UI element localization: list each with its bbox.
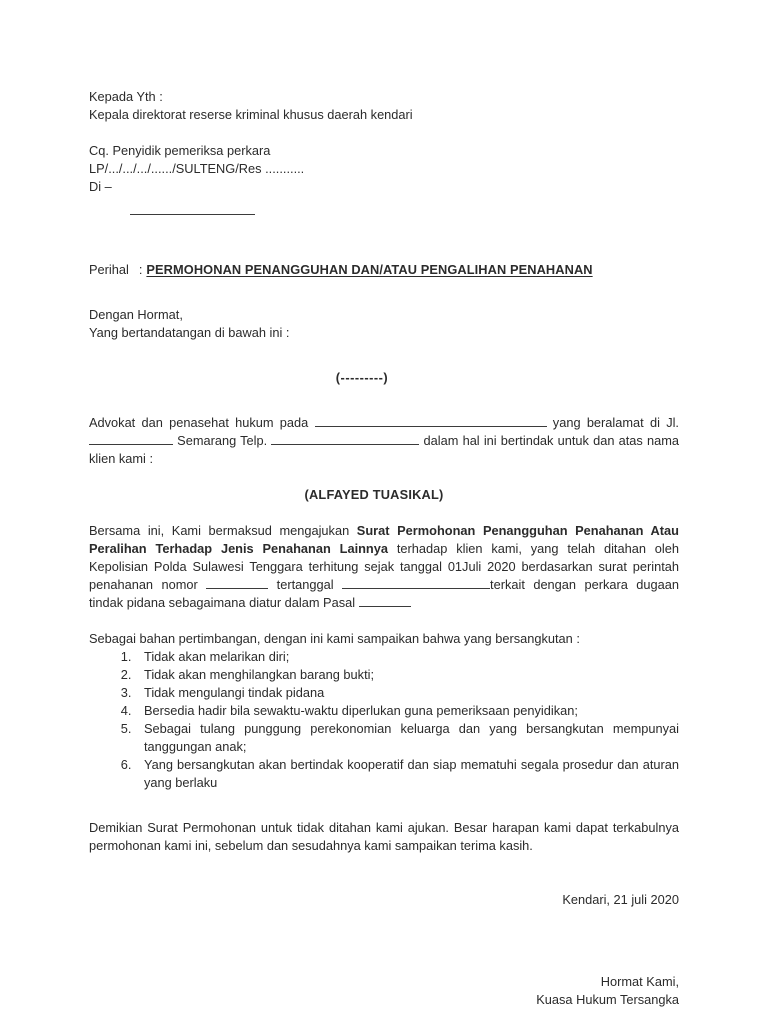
request-intro: Bersama ini, Kami bermaksud mengajukan: [89, 523, 357, 538]
list-item: 2. Tidak akan menghilangkan barang bukti;: [135, 666, 679, 684]
recipient-line: Kepala direktorat reserse kriminal khusus daerah kendari: [89, 107, 413, 122]
considerations-list: [89, 648, 679, 792]
firm-name-blank: [315, 426, 547, 427]
advocate-text-4: dalam hal ini bertindak untuk dan atas nama klien kami :: [89, 433, 679, 466]
attention-line: Cq. Penyidik pemeriksa perkara: [89, 143, 271, 158]
article-blank: [359, 606, 411, 607]
signer-role: Kuasa Hukum Tersangka: [536, 992, 679, 1007]
spacer: [89, 342, 679, 369]
signer-placeholder: (---------): [335, 370, 389, 385]
subject-row: [89, 261, 679, 279]
signature-block: [89, 973, 679, 1009]
request-after-number: tertanggal: [268, 577, 343, 592]
closing-paragraph: Demikian Surat Permohonan untuk tidak ditahan kami ajukan. Besar harapan kami dapat terkabulnya permohonan kami ini, sebelum dan sesudahnya kami sampaikan terima kasih.: [89, 820, 679, 853]
spacer: [89, 124, 679, 142]
list-item: 1. Tidak akan melarikan diri;: [135, 648, 679, 666]
spacer: [89, 792, 679, 819]
spacer: [89, 215, 679, 261]
spacer: [89, 279, 679, 306]
warrant-number-blank: [206, 588, 268, 589]
opening-block: [89, 306, 679, 342]
request-after-date: terkait dengan perkara dugaan tindak pidana sebagaimana diatur dalam Pasal: [89, 577, 680, 610]
request-bold-title: Surat Permohonan Penangguhan Penahanan Atau Peralihan Terhadap Jenis Penahanan Lainnya: [89, 523, 679, 556]
place-line: Di –: [89, 179, 112, 194]
salutation: Kepada Yth :: [89, 89, 163, 104]
spacer: [89, 955, 679, 973]
warrant-date-blank: [342, 588, 490, 589]
list-item: 3. Tidak mengulangi tindak pidana: [135, 684, 679, 702]
spacer: [89, 387, 679, 414]
document-body: [89, 88, 679, 1009]
subject-text: PERMOHONAN PENANGGUHAN DAN/ATAU PENGALIHAN PENAHANAN: [146, 262, 593, 277]
request-paragraph: [89, 522, 679, 612]
advocate-paragraph: [89, 414, 679, 468]
considerations-intro: Sebagai bahan pertimbangan, dengan ini kami sampaikan bahwa yang bersangkutan :: [89, 631, 580, 646]
list-item: 6. Yang bersangkutan akan bertindak kooperatif dan siap mematuhi segala prosedur dan aturan yang berlaku: [135, 756, 679, 792]
phone-blank: [271, 444, 419, 445]
report-number-line: LP/.../.../.../....../SULTENG/Res ...........: [89, 161, 305, 176]
advocate-text-2: yang beralamat di Jl.: [546, 415, 679, 430]
regards-line: Hormat Kami,: [600, 974, 679, 989]
street-blank: [89, 444, 173, 445]
spacer: [89, 855, 679, 891]
spacer: [89, 909, 679, 955]
client-name: (ALFAYED TUASIKAL): [304, 487, 444, 502]
list-item: 4. Bersedia hadir bila sewaktu-waktu diperlukan guna pemeriksaan penyidikan;: [135, 702, 679, 720]
spacer: [89, 612, 679, 630]
advocate-text-1: Advokat dan penasehat hukum pada: [89, 415, 315, 430]
addressee-block: [89, 88, 679, 215]
spacer: [89, 504, 679, 522]
spacer: [89, 196, 679, 214]
list-item: 5. Sebagai tulang punggung perekonomian keluarga dan yang bersangkutan mempunyai tanggungan anak;: [135, 720, 679, 756]
undersigned-line: Yang bertandatangan di bawah ini :: [89, 325, 290, 340]
subject-label: Perihal: [89, 262, 129, 277]
subject-colon: :: [138, 262, 143, 277]
advocate-text-3: Semarang Telp.: [173, 433, 272, 448]
spacer: [89, 468, 679, 486]
greeting: Dengan Hormat,: [89, 307, 183, 322]
place-date: Kendari, 21 juli 2020: [562, 892, 679, 907]
request-after-bold: terhadap klien kami, yang telah ditahan oleh Kepolisian Polda Sulawesi Tenggara terhitung sejak tanggal 01Juli 2020 berdasarkan surat perintah penahanan nomor: [89, 541, 679, 592]
